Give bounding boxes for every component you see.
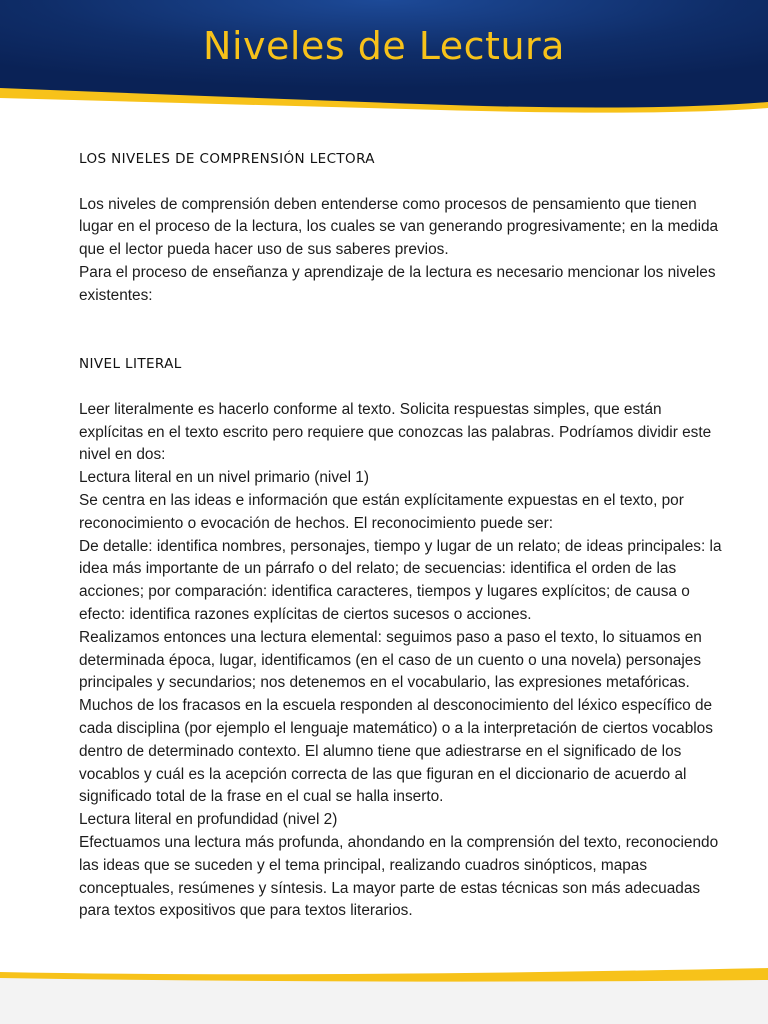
paragraph: De detalle: identifica nombres, personajes, tiempo y lugar de un relato; de ideas principales: la idea más importante de un párrafo o del relato; de secuencias: identifica el orden de las acciones; por comparación: identifica caracteres, tiempos y lugares explícitos; de causa o efecto: identifica razones explícitas de ciertos sucesos o acciones.	[79, 537, 722, 623]
spacer	[79, 308, 727, 354]
section-heading-nivel-literal: NIVEL LITERAL	[79, 356, 182, 373]
subheading-nivel-1: Lectura literal en un nivel primario (nivel 1)	[79, 469, 369, 487]
subheading-nivel-2: Lectura literal en profundidad (nivel 2)	[79, 811, 338, 829]
header-banner	[0, 0, 768, 118]
page-title: Niveles de Lectura	[203, 24, 565, 68]
spacer	[79, 171, 727, 194]
spacer	[79, 376, 727, 399]
document-body	[79, 148, 727, 923]
paragraph: Para el proceso de enseñanza y aprendizaje de la lectura es necesario mencionar los niveles existentes:	[79, 263, 716, 304]
footer-banner	[0, 958, 768, 1024]
paragraph: Se centra en las ideas e información que están explícitamente expuestas en el texto, por reconocimiento o evocación de hechos. El reconocimiento puede ser:	[79, 491, 684, 532]
paragraph: Efectuamos una lectura más profunda, ahondando en la comprensión del texto, reconociendo las ideas que se suceden y el tema principal, realizando cuadros sinópticos, mapas conceptuales, resúmenes y síntesis. La mayor parte de estas técnicas son más adecuadas para textos expositivos que para textos literarios.	[79, 833, 719, 920]
paragraph: Leer literalmente es hacerlo conforme al texto. Solicita respuestas simples, que están explícitas en el texto escrito pero requiere que conozcas las palabras. Podríamos dividir este nivel en dos:	[79, 400, 712, 464]
footer-background	[0, 958, 768, 1024]
section-heading-comprension: LOS NIVELES DE COMPRENSIÓN LECTORA	[79, 151, 375, 167]
paragraph: Realizamos entonces una lectura elemental: seguimos paso a paso el texto, lo situamos en determinada época, lugar, identificamos (en el caso de un cuento o una novela) personajes principales y secundarios; nos detenemos en el vocabulario, las expresiones metafóricas.	[79, 628, 702, 692]
paragraph: Muchos de los fracasos en la escuela responden al desconocimiento del léxico específico de cada disciplina (por ejemplo el lenguaje matemático) o a la interpretación de ciertos vocablos dentro de determinado contexto. El alumno tiene que adiestrarse en el significado de los vocablos y cuál es la acepción correcta de las que figuran en el diccionario de acuerdo al significado total de la frase en el cual se halla inserto.	[79, 697, 713, 806]
paragraph: Los niveles de comprensión deben entenderse como procesos de pensamiento que tienen lugar en el proceso de la lectura, los cuales se van generando progresivamente; en la medida que el lector pueda hacer uso de sus saberes previos.	[79, 195, 719, 259]
